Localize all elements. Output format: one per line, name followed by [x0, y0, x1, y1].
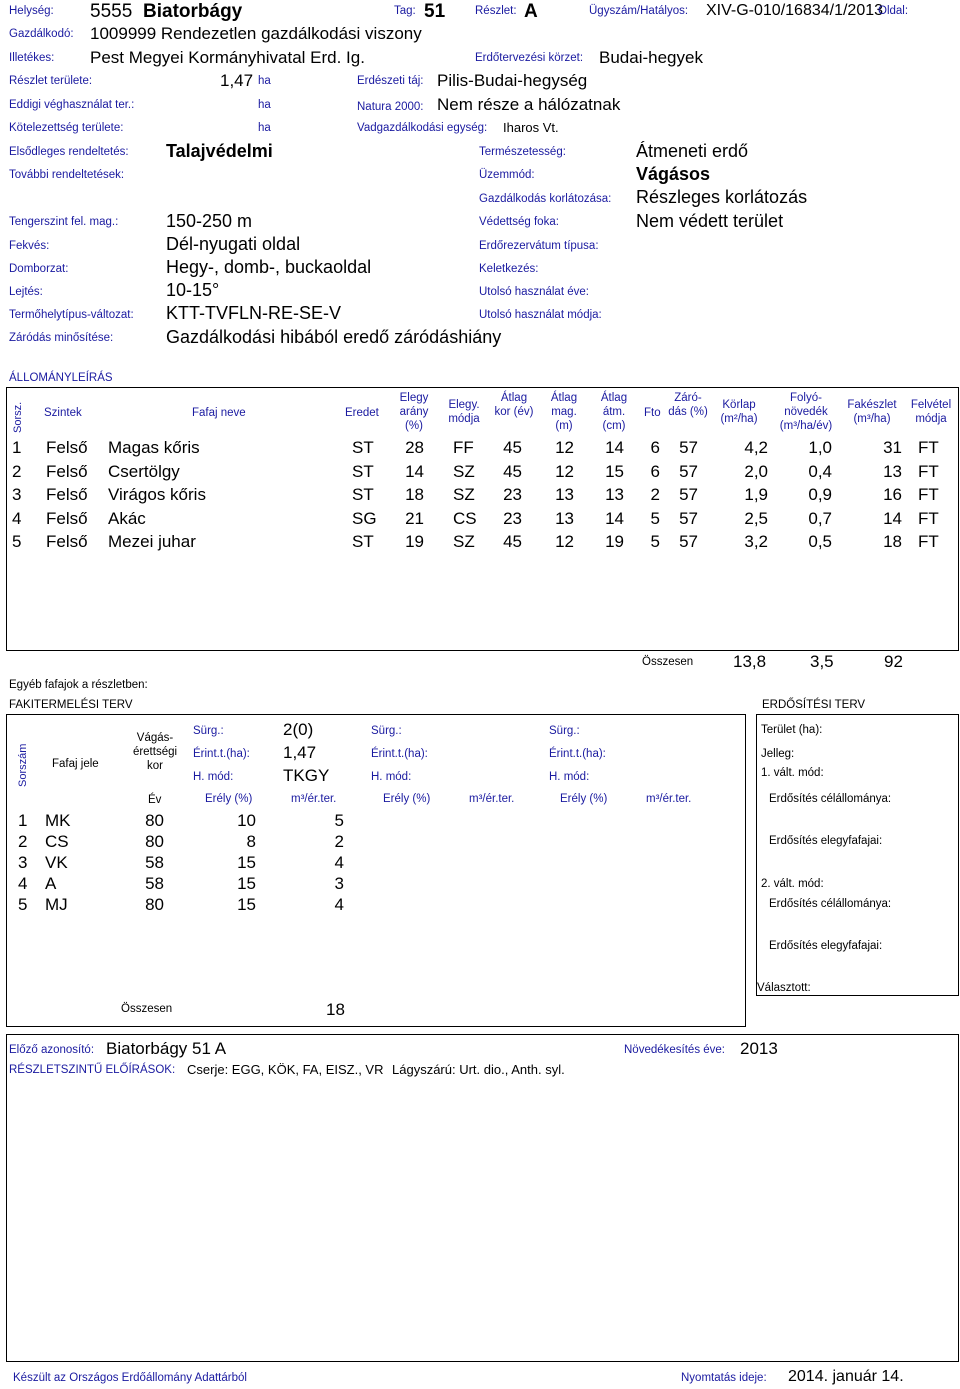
stand-cell-arany: 21 [405, 508, 424, 528]
korzet-value: Budai-hegyek [599, 48, 703, 67]
uzemmod-value: Vágásos [636, 164, 711, 184]
harvest-cell-m3: 3 [334, 874, 344, 893]
stand-cell-keszlet: 13 [883, 461, 902, 481]
stand-cell-atm: 13 [605, 485, 624, 504]
stand-cell-korlap: 3,2 [744, 532, 768, 551]
m3ter2-label: m³/ér.ter. [469, 793, 515, 805]
harvest-cell-jel: MJ [45, 895, 68, 914]
illetekes-label: Illetékes: [9, 52, 55, 64]
stand-cell-n: 3 [12, 485, 22, 504]
stand-cell-keszlet: 18 [883, 532, 902, 551]
stand-cell-fto: 6 [650, 461, 660, 481]
harvest-cell-m3: 5 [334, 811, 344, 830]
terulet-value: 1,47 [220, 71, 254, 90]
harvest-cell-m3: 4 [334, 853, 344, 872]
stand-cell-zar: 57 [679, 508, 698, 528]
stand-cell-mod: SZ [453, 461, 475, 481]
domborzat-value: Hegy-, domb-, buckaoldal [166, 257, 372, 277]
surg1-value: 2(0) [283, 720, 314, 739]
harvest-col-ev: Év [148, 794, 162, 806]
stand-cell-atm: 19 [605, 532, 624, 551]
stand-cell-eredet: ST [352, 438, 374, 457]
nyomtatas-value: 2014. január 14. [788, 1368, 904, 1385]
m3ter3-label: m³/ér.ter. [646, 793, 692, 805]
stand-col-fafaj: Fafaj neve [192, 407, 246, 419]
harvest-table [6, 714, 746, 1027]
gazdalkodo-value: 1009999 Rendezetlen gazdálkodási viszony [90, 24, 422, 43]
stand-cell-mod: SZ [453, 485, 475, 504]
stand-cell-felv: FT [918, 508, 939, 528]
vadgazd-label: Vadgazdálkodási egység: [357, 122, 488, 134]
stand-cell-fafaj: Virágos kőris [108, 485, 206, 504]
reforest-elegyfafajai2: Erdősítés elegyfafajai: [769, 940, 883, 952]
reszlet-label: Részlet: [475, 5, 517, 17]
stand-cell-arany: 18 [405, 485, 424, 504]
stand-cell-fto: 5 [650, 508, 660, 528]
stand-cell-atm: 14 [605, 508, 624, 528]
erint2-label: Érint.t.(ha): [371, 748, 428, 760]
harvest-cell-kor: 58 [145, 853, 164, 872]
erely2-label: Erély (%) [383, 793, 431, 805]
domborzat-label: Domborzat: [9, 263, 69, 275]
stand-cell-felv: FT [918, 485, 939, 504]
eloirasok-label: RÉSZLETSZINTŰ ELŐÍRÁSOK: [9, 1064, 176, 1076]
stand-cell-korlap: 2,5 [744, 508, 768, 528]
stand-col-korlap: Körlap (m²/ha) [720, 399, 758, 425]
stand-total-label: Összesen [642, 656, 694, 668]
tovabbi-label: További rendeltetések: [9, 169, 125, 181]
stand-cell-folyo: 0,7 [808, 508, 832, 528]
harvest-cell-erely: 10 [237, 811, 256, 830]
stand-cell-eredet: ST [352, 461, 374, 481]
stand-cell-n: 5 [12, 532, 22, 551]
harvest-cell-kor: 80 [145, 832, 164, 851]
stand-cell-mod: SZ [453, 532, 475, 551]
harvest-cell-erely: 15 [237, 874, 256, 893]
stand-cell-szint: Felső [46, 485, 88, 504]
harvest-col-sorszam: Sorszám [17, 743, 29, 787]
erint3-label: Érint.t.(ha): [549, 748, 606, 760]
harvest-cell-jel: CS [45, 832, 69, 851]
harvest-cell-n: 3 [18, 853, 28, 872]
lagyszaru-value: Lágyszárú: Urt. dio., Anth. syl. [392, 1062, 565, 1077]
stand-cell-n: 4 [12, 508, 22, 528]
stand-cell-zar: 57 [679, 461, 698, 481]
oldal-label: Oldal: [878, 5, 909, 17]
korlatozas-label: Gazdálkodás korlátozása: [479, 193, 612, 205]
stand-cell-kor: 45 [503, 532, 522, 551]
stand-cell-keszlet: 14 [883, 508, 902, 528]
stand-cell-eredet: ST [352, 532, 374, 551]
natura-label: Natura 2000: [357, 101, 424, 113]
stand-cell-fafaj: Magas kőris [108, 438, 200, 457]
stand-col-fto: Fto [644, 407, 661, 419]
lejtes-value: 10-15° [166, 280, 220, 300]
uzemmod-label: Üzemmód: [479, 169, 535, 181]
stand-cell-keszlet: 16 [883, 485, 902, 504]
stand-col-sorsz: Sorsz. [12, 401, 24, 433]
stand-col-eredet: Eredet [345, 407, 379, 419]
stand-col-fakeszlet: Fakészlet (m³/ha) [847, 399, 897, 425]
stand-cell-fafaj: Csertölgy [108, 461, 180, 481]
stand-cell-mag: 13 [555, 508, 574, 528]
stand-cell-felv: FT [918, 461, 939, 481]
other-species-label: Egyéb fafajok a részletben: [9, 679, 148, 691]
harvest-cell-m3: 2 [334, 832, 344, 851]
fekves-value: Dél-nyugati oldal [166, 234, 301, 254]
reforest-title: ERDŐSÍTÉSI TERV [762, 699, 866, 711]
vadgazd-value: Iharos Vt. [503, 120, 559, 135]
fekves-label: Fekvés: [9, 240, 50, 252]
stand-cell-fto: 2 [650, 485, 660, 504]
stand-col-zarodas: Záró- dás (%) [668, 392, 708, 418]
vedettseg-label: Védettség foka: [479, 216, 559, 228]
stand-cell-folyo: 0,9 [808, 485, 832, 504]
stand-total-korlap: 13,8 [733, 652, 767, 671]
natura-value: Nem része a hálózatnak [437, 95, 621, 114]
eddigi-label: Eddigi véghasználat ter.: [9, 99, 135, 111]
reforest-elegyfafajai1: Erdősítés elegyfafajai: [769, 835, 883, 847]
stand-cell-korlap: 4,2 [744, 438, 768, 457]
harvest-total-label: Összesen [121, 1003, 173, 1015]
stand-col-elegyarany: Elegy arány (%) [399, 392, 429, 432]
stand-cell-folyo: 1,0 [808, 438, 832, 457]
termeszetesseg-label: Természetesség: [479, 146, 566, 158]
elsodleges-value: Talajvédelmi [166, 141, 273, 161]
reforest-jelleg: Jelleg: [761, 748, 795, 760]
korlatozas-value: Részleges korlátozás [636, 187, 808, 207]
ugyszam-value: XIV-G-010/16834/1/2013 [706, 2, 884, 19]
lejtes-label: Lejtés: [9, 286, 43, 298]
stand-cell-fto: 5 [650, 532, 660, 551]
reforest-valt1: 1. vált. mód: [761, 767, 824, 779]
reszlet-value: A [524, 1, 538, 22]
harvest-cell-erely: 8 [246, 832, 256, 851]
stand-total-folyo: 3,5 [810, 652, 834, 671]
stand-cell-atm: 15 [605, 461, 624, 481]
stand-cell-arany: 19 [405, 532, 424, 551]
harvest-title: FAKITERMELÉSI TERV [9, 699, 133, 711]
harvest-cell-m3: 4 [334, 895, 344, 914]
keletkezes-label: Keletkezés: [479, 263, 539, 275]
stand-col-mag: Átlag mag. (m) [550, 392, 578, 432]
stand-col-felvetel: Felvétel módja [910, 399, 952, 425]
stand-cell-szint: Felső [46, 461, 88, 481]
harvest-cell-jel: VK [45, 853, 68, 872]
vedettseg-value: Nem védett terület [636, 211, 784, 231]
stand-cell-n: 2 [12, 461, 22, 481]
tengerszint-label: Tengerszint fel. mag.: [9, 216, 119, 228]
novedek-value: 2013 [740, 1039, 778, 1058]
stand-cell-folyo: 0,4 [808, 461, 832, 481]
stand-cell-korlap: 1,9 [744, 485, 768, 504]
stand-cell-eredet: SG [352, 508, 377, 528]
erint1-value: 1,47 [283, 743, 317, 762]
harvest-col-fafajjele: Fafaj jele [52, 758, 99, 770]
taj-label: Erdészeti táj: [357, 75, 424, 87]
kotelezettseg-label: Kötelezettség területe: [9, 122, 124, 134]
rezervatum-label: Erdőrezervátum típusa: [479, 240, 599, 252]
termohely-value: KTT-TVFLN-RE-SE-V [166, 303, 342, 323]
stand-cell-szint: Felső [46, 438, 88, 457]
stand-cell-kor: 45 [503, 461, 522, 481]
stand-cell-szint: Felső [46, 508, 88, 528]
tag-value: 51 [424, 1, 446, 22]
stand-col-elegymod: Elegy. módja [448, 399, 480, 425]
erely3-label: Erély (%) [560, 793, 608, 805]
stand-cell-zar: 57 [679, 438, 698, 457]
surg1-label: Sürg.: [193, 725, 224, 737]
elsodleges-label: Elsődleges rendeltetés: [9, 146, 129, 158]
harvest-col-vagaserettseg: Vágás- érettségi kor [132, 732, 178, 772]
novedek-label: Növedékesítés éve: [624, 1044, 726, 1056]
helyseg-name: Biatorbágy [143, 1, 243, 22]
footer-box [6, 1034, 959, 1362]
helyseg-code: 5555 [90, 1, 133, 22]
reforest-celallomany2: Erdősítés célállománya: [769, 898, 892, 910]
reforest-terulet: Terület (ha): [761, 724, 823, 736]
stand-total-keszlet: 92 [884, 652, 903, 671]
stand-cell-mag: 12 [555, 532, 574, 551]
utolso-mod-label: Utolsó használat módja: [479, 309, 602, 321]
stand-title: ÁLLOMÁNYLEÍRÁS [9, 372, 113, 384]
stand-cell-felv: FT [918, 438, 939, 457]
stand-col-folyo: Folyó- növedék (m³/ha/év) [779, 392, 833, 432]
harvest-cell-jel: MK [45, 811, 71, 830]
taj-value: Pilis-Budai-hegység [437, 71, 588, 90]
harvest-cell-erely: 15 [237, 895, 256, 914]
surg3-label: Sürg.: [549, 725, 580, 737]
erint1-label: Érint.t.(ha): [193, 748, 250, 760]
ugyszam-label: Ügyszám/Hatályos: [589, 5, 689, 17]
illetekes-value: Pest Megyei Kormányhivatal Erd. Ig. [90, 48, 365, 67]
stand-cell-keszlet: 31 [883, 438, 902, 457]
stand-cell-mod: CS [453, 508, 477, 528]
ha-unit-1: ha [258, 75, 271, 87]
helyseg-label: Helység: [9, 5, 54, 17]
termohely-label: Termőhelytípus-változat: [9, 309, 134, 321]
reforest-valasztott: Választott: [757, 982, 811, 994]
nyomtatas-label: Nyomtatás ideje: [681, 1372, 767, 1384]
zarodas-value: Gazdálkodási hibából eredő záródáshiány [166, 327, 502, 347]
keszult-text: Készült az Országos Erdőállomány Adattárból [13, 1372, 247, 1384]
surg2-label: Sürg.: [371, 725, 402, 737]
harvest-cell-kor: 80 [145, 811, 164, 830]
stand-cell-zar: 57 [679, 532, 698, 551]
stand-cell-eredet: ST [352, 485, 374, 504]
utolso-ev-label: Utolsó használat éve: [479, 286, 589, 298]
tag-label: Tag: [394, 5, 416, 17]
harvest-cell-jel: A [45, 874, 57, 893]
harvest-cell-n: 4 [18, 874, 28, 893]
harvest-cell-kor: 80 [145, 895, 164, 914]
harvest-cell-n: 5 [18, 895, 28, 914]
ha-unit-3: ha [258, 122, 271, 134]
harvest-cell-n: 1 [18, 811, 28, 830]
stand-cell-fafaj: Mezei juhar [108, 532, 196, 551]
reforest-celallomany1: Erdősítés célállománya: [769, 793, 892, 805]
elozo-value: Biatorbágy 51 A [106, 1039, 227, 1058]
harvest-total-value: 18 [326, 1000, 345, 1019]
stand-cell-mag: 12 [555, 461, 574, 481]
erely1-label: Erély (%) [205, 793, 253, 805]
stand-cell-mod: FF [453, 438, 474, 457]
terulet-label: Részlet területe: [9, 75, 93, 87]
reforest-valt2: 2. vált. mód: [761, 878, 824, 890]
stand-cell-fafaj: Akác [108, 508, 146, 528]
stand-col-kor: Átlag kor (év) [494, 392, 534, 418]
gazdalkodo-label: Gazdálkodó: [9, 28, 74, 40]
stand-cell-arany: 28 [405, 438, 424, 457]
stand-cell-mag: 12 [555, 438, 574, 457]
harvest-cell-n: 2 [18, 832, 28, 851]
korzet-label: Erdőtervezési körzet: [475, 52, 584, 64]
hmod1-value: TKGY [283, 766, 330, 785]
stand-cell-n: 1 [12, 438, 22, 457]
stand-cell-mag: 13 [555, 485, 574, 504]
stand-cell-folyo: 0,5 [808, 532, 832, 551]
tengerszint-value: 150-250 m [166, 211, 253, 231]
m3ter1-label: m³/ér.ter. [291, 793, 337, 805]
stand-cell-kor: 45 [503, 438, 522, 457]
termeszetesseg-value: Átmeneti erdő [636, 141, 749, 161]
zarodas-label: Záródás minősítése: [9, 332, 114, 344]
stand-cell-arany: 14 [405, 461, 424, 481]
stand-cell-zar: 57 [679, 485, 698, 504]
hmod2-label: H. mód: [371, 771, 412, 783]
ha-unit-2: ha [258, 99, 271, 111]
stand-cell-atm: 14 [605, 438, 624, 457]
harvest-cell-erely: 15 [237, 853, 256, 872]
stand-cell-korlap: 2,0 [744, 461, 768, 481]
stand-col-atm: Átlag átm. (cm) [600, 392, 628, 432]
stand-cell-kor: 23 [503, 508, 522, 528]
stand-cell-fto: 6 [650, 438, 660, 457]
elozo-label: Előző azonosító: [9, 1044, 95, 1056]
hmod3-label: H. mód: [549, 771, 590, 783]
stand-cell-felv: FT [918, 532, 939, 551]
harvest-cell-kor: 58 [145, 874, 164, 893]
eloirasok-value: Cserje: EGG, KÖK, FA, EISZ., VR [187, 1062, 384, 1077]
hmod1-label: H. mód: [193, 771, 234, 783]
stand-cell-szint: Felső [46, 532, 88, 551]
stand-col-szintek: Szintek [44, 407, 82, 419]
stand-cell-kor: 23 [503, 485, 522, 504]
